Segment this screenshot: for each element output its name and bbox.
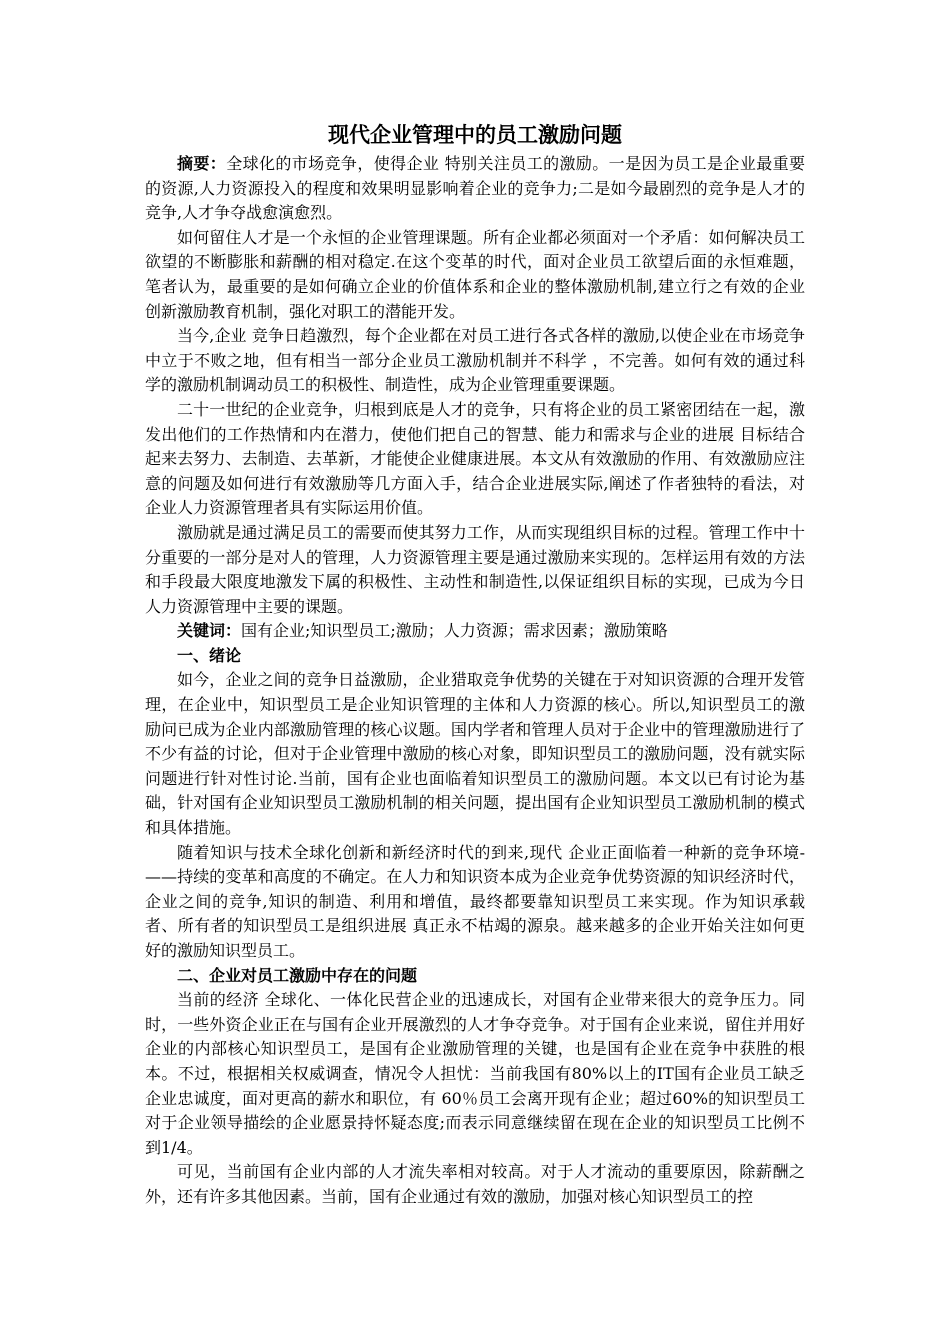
abstract-text: 全球化的市场竞争，使得企业 特别关注员工的激励。一是因为员工是企业最重要的资源,人力资源投入的程度和效果明显影响着企业的竞争力;二是如今最剧烈的竞争是人才的竞争,人才争夺战愈演愈烈。	[145, 154, 805, 223]
abstract-label: 摘要：	[177, 154, 227, 173]
section-paragraph: 当前的经济 全球化、一体化民营企业的迅速成长，对国有企业带来很大的竞争压力。同时，一些外资企业正在与国有企业开展激烈的人才争夺竞争。对于国有企业来说，留住并用好企业的内部核心知识型员工，是国有企业激励管理的关键，也是国有企业在竞争中获胜的根本。不过，根据相关权威调查，情况令人担忧：当前我国有80%以上的IT国有企业员工缺乏企业忠诚度，面对更高的薪水和职位，有 60％员工会离开现有企业；超过60%的知识型员工对于企业领导描绘的企业愿景持怀疑态度;而表示同意继续留在现在企业的知识型员工比例不到1/4。	[145, 990, 805, 1157]
intro-paragraph: 激励就是通过满足员工的需要而使其努力工作，从而实现组织目标的过程。管理工作中十分重要的一部分是对人的管理，人力资源管理主要是通过激励来实现的。怎样运用有效的方法和手段最大限度地激发下属的积极性、主动性和制造性,以保证组织目标的实现，已成为今日人力资源管理中主要的课题。	[145, 522, 805, 616]
section-paragraph: 可见，当前国有企业内部的人才流失率相对较高。对于人才流动的重要原因，除薪酬之外，还有许多其他因素。当前，国有企业通过有效的激励，加强对核心知识型员工的控	[145, 1162, 805, 1206]
section-paragraph: 随着知识与技术全球化创新和新经济时代的到来,现代 企业正面临着一种新的竞争环境-——持续的变革和高度的不确定。在人力和知识资本成为企业竞争优势资源的知识经济时代，企业之间的竞争,知识的制造、利用和增值，最终都要靠知识型员工来实现。作为知识承载者、所有者的知识型员工是组织进展 真正永不枯竭的源泉。越来越多的企业开始关注如何更好的激励知识型员工。	[145, 842, 805, 960]
section-paragraph: 如今，企业之间的竞争日益激励，企业猎取竞争优势的关键在于对知识资源的合理开发管理，在企业中，知识型员工是企业知识管理的主体和人力资源的核心。所以,知识型员工的激励问已成为企业内部激励管理的核心议题。国内学者和管理人员对于企业中的管理激励进行了不少有益的讨论，但对于企业管理中激励的核心对象，即知识型员工的激励问题，没有就实际问题进行针对性讨论.当前，国有企业也面临着知识型员工的激励问题。本文以已有讨论为基础，针对国有企业知识型员工激励机制的相关问题，提出国有企业知识型员工激励机制的模式和具体措施。	[145, 670, 805, 838]
keywords-text: 国有企业;知识型员工;激励；人力资源；需求因素；激励策略	[241, 621, 668, 641]
intro-paragraph: 如何留住人才是一个永恒的企业管理课题。所有企业都必须面对一个矛盾：如何解决员工欲望的不断膨胀和薪酬的相对稳定.在这个变革的时代，面对企业员工欲望后面的永恒难题，笔者认为，最重要的是如何确立企业的价值体系和企业的整体激励机制,建立行之有效的企业创新激励教育机制，强化对职工的潜能开发。	[145, 227, 805, 321]
intro-paragraph: 当今,企业 竞争日趋激烈，每个企业都在对员工进行各式各样的激励,以使企业在市场竞争中立于不败之地，但有相当一部分企业员工激励机制并不科学 ，不完善。如何有效的通过科学的激励机制调动员工的积极性、制造性，成为企业管理重要课题。	[145, 326, 805, 395]
document-body	[145, 120, 805, 1210]
section-heading: 二、企业对员工激励中存在的问题	[177, 965, 418, 985]
intro-paragraph: 二十一世纪的企业竞争，归根到底是人才的竞争，只有将企业的员工紧密团结在一起，激发出他们的工作热情和内在潜力，使他们把自己的智慧、能力和需求与企业的进展 目标结合起来去努力、去制造、去革新，才能使企业健康进展。本文从有效激励的作用、有效激励应注意的问题及如何进行有效激励等几方面入手，结合企业进展实际,阐述了作者独特的看法，对企业人力资源管理者具有实际运用价值。	[145, 399, 805, 518]
abstract-paragraph	[145, 152, 805, 226]
section-heading: 一、绪论	[177, 645, 242, 665]
document-title: 现代企业管理中的员工激励问题	[328, 122, 622, 147]
keywords-paragraph	[145, 619, 805, 644]
keywords-label: 关键词：	[177, 621, 242, 641]
